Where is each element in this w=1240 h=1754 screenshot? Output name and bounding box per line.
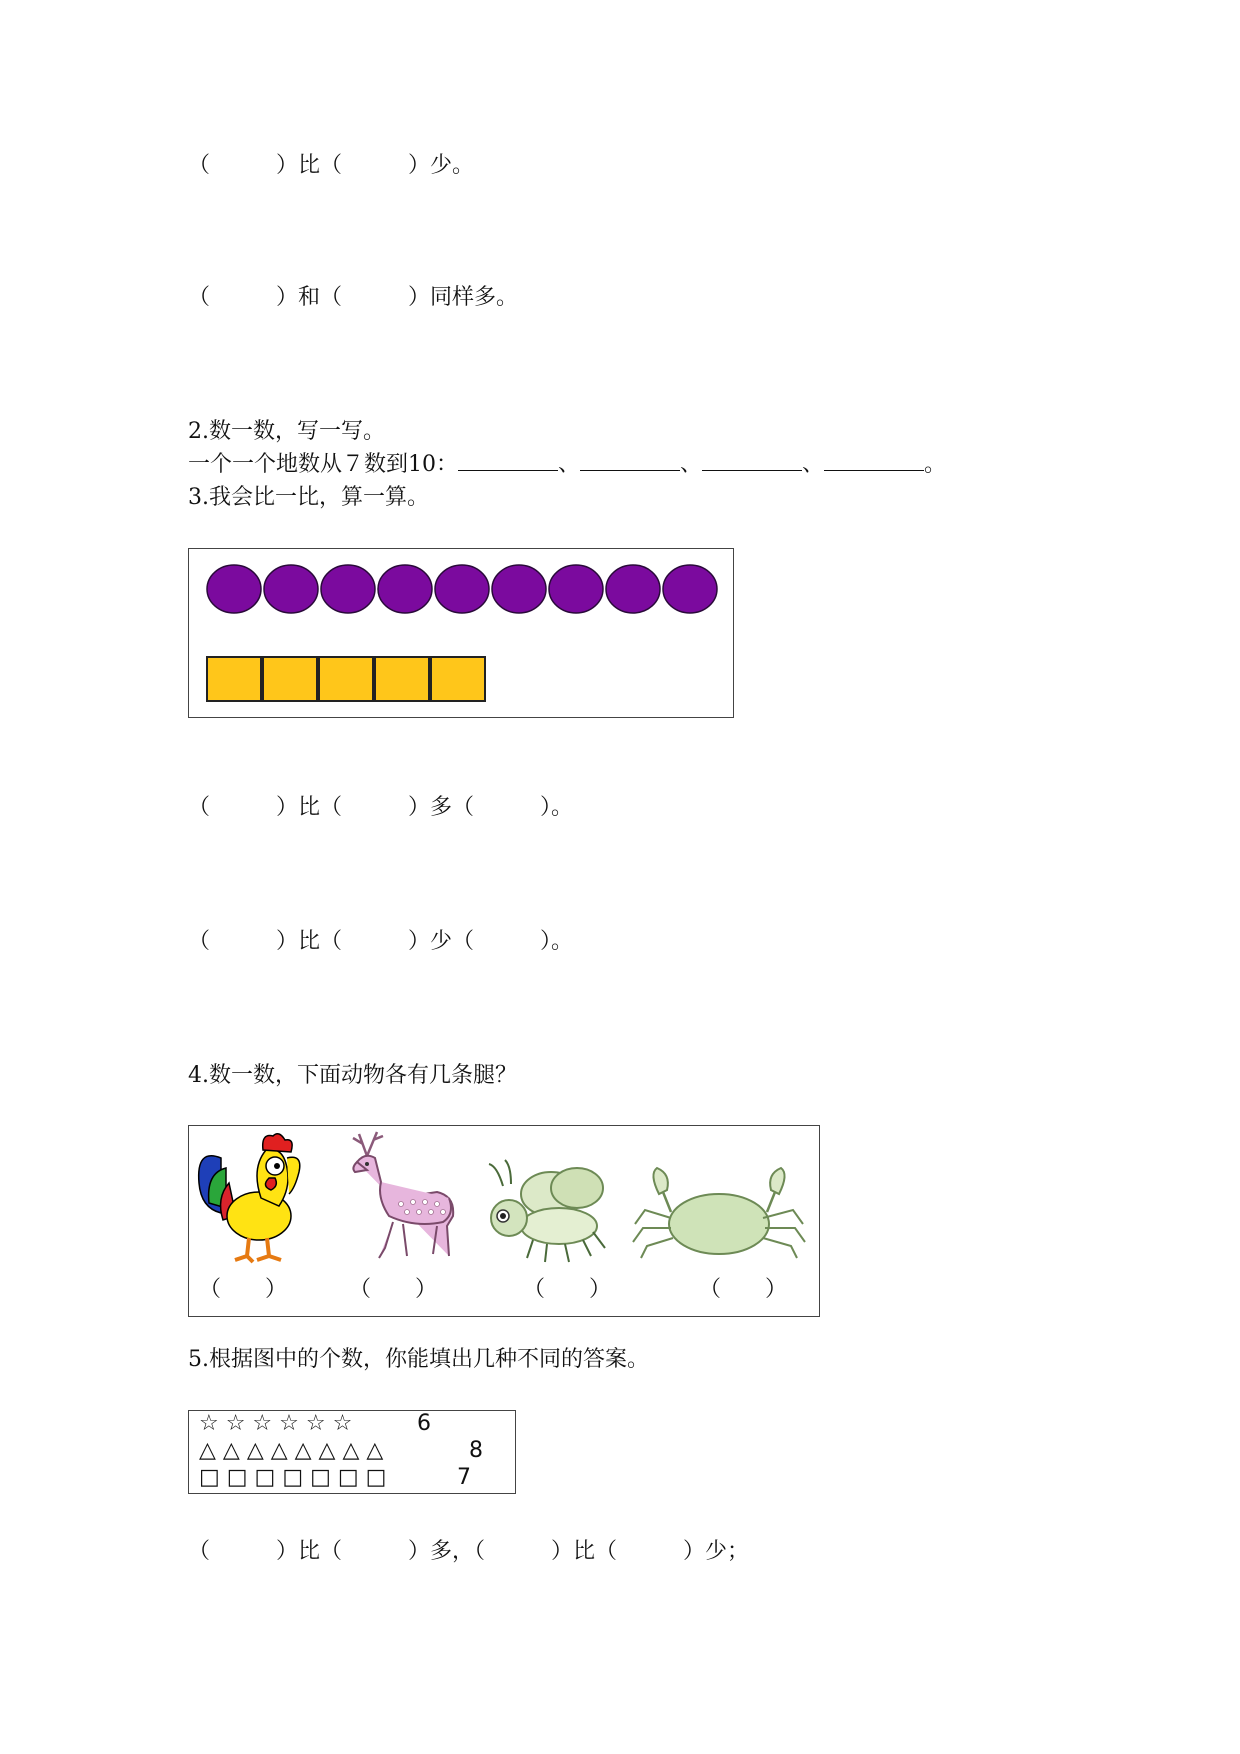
deer-icon [337, 1126, 463, 1266]
stars-count: 6 [417, 1411, 431, 1436]
purple-circle [549, 565, 603, 613]
square-symbols: □ □ □ □ □ □ □ [199, 1465, 387, 1490]
purple-circle [492, 565, 546, 613]
rooster-legs-answer[interactable]: （ ） [199, 1277, 288, 1302]
purple-circle [606, 565, 660, 613]
crab-icon [631, 1166, 807, 1262]
purple-circle [321, 565, 375, 613]
squares-count: 7 [457, 1465, 471, 1490]
purple-circle [264, 565, 318, 613]
purple-circle [378, 565, 432, 613]
stars-row [199, 1411, 431, 1437]
fly-icon [481, 1156, 619, 1264]
blank-separator: 、 [802, 452, 825, 477]
compare-more-line: （ ）比（ ）多（ ）。 [188, 795, 574, 820]
purple-circle [207, 565, 261, 613]
compare-less-line: （ ）比（ ）少。 [188, 153, 475, 178]
compare-figure-box [188, 548, 734, 718]
triangles-row [199, 1438, 483, 1464]
animals-box [188, 1125, 820, 1317]
rooster-icon [191, 1128, 313, 1266]
answer-blank-1[interactable] [458, 450, 558, 471]
question-2-title: 2.数一数，写一写。 [188, 419, 385, 444]
circles-squares-figure [189, 549, 733, 717]
symbol-count-box [188, 1410, 516, 1494]
answer-blank-3[interactable] [702, 450, 802, 471]
question-3-title: 3.我会比一比，算一算。 [188, 485, 429, 510]
compare-answer-line: （ ）比（ ）多，（ ）比（ ）少； [188, 1539, 750, 1564]
square-row [207, 657, 485, 701]
question-2-prompt-text: 一个一个地数从７数到10： [188, 452, 458, 477]
answer-blank-2[interactable] [580, 450, 680, 471]
question-5-title: 5.根据图中的个数，你能填出几种不同的答案。 [188, 1347, 649, 1372]
squares-row [199, 1465, 471, 1491]
yellow-square [375, 657, 429, 701]
triangle-symbols: △ △ △ △ △ △ △ △ [199, 1438, 384, 1463]
yellow-square [207, 657, 261, 701]
question-2-prompt [188, 450, 946, 479]
blank-end: 。 [924, 452, 947, 477]
yellow-square [431, 657, 485, 701]
yellow-square [263, 657, 317, 701]
deer-legs-answer[interactable]: （ ） [349, 1277, 438, 1302]
blank-separator: 、 [558, 452, 581, 477]
answer-blank-4[interactable] [824, 450, 924, 471]
blank-separator: 、 [680, 452, 703, 477]
star-symbols: ☆ ☆ ☆ ☆ ☆ ☆ [199, 1411, 353, 1436]
crab-legs-answer[interactable]: （ ） [699, 1277, 788, 1302]
yellow-square [319, 657, 373, 701]
compare-less-line-2: （ ）比（ ）少（ ）。 [188, 929, 574, 954]
purple-circle [663, 565, 717, 613]
compare-same-line: （ ）和（ ）同样多。 [188, 285, 519, 310]
circle-row [207, 565, 717, 613]
question-4-title: 4.数一数，下面动物各有几条腿？ [188, 1063, 517, 1088]
purple-circle [435, 565, 489, 613]
triangles-count: 8 [469, 1438, 483, 1463]
fly-legs-answer[interactable]: （ ） [523, 1277, 612, 1302]
